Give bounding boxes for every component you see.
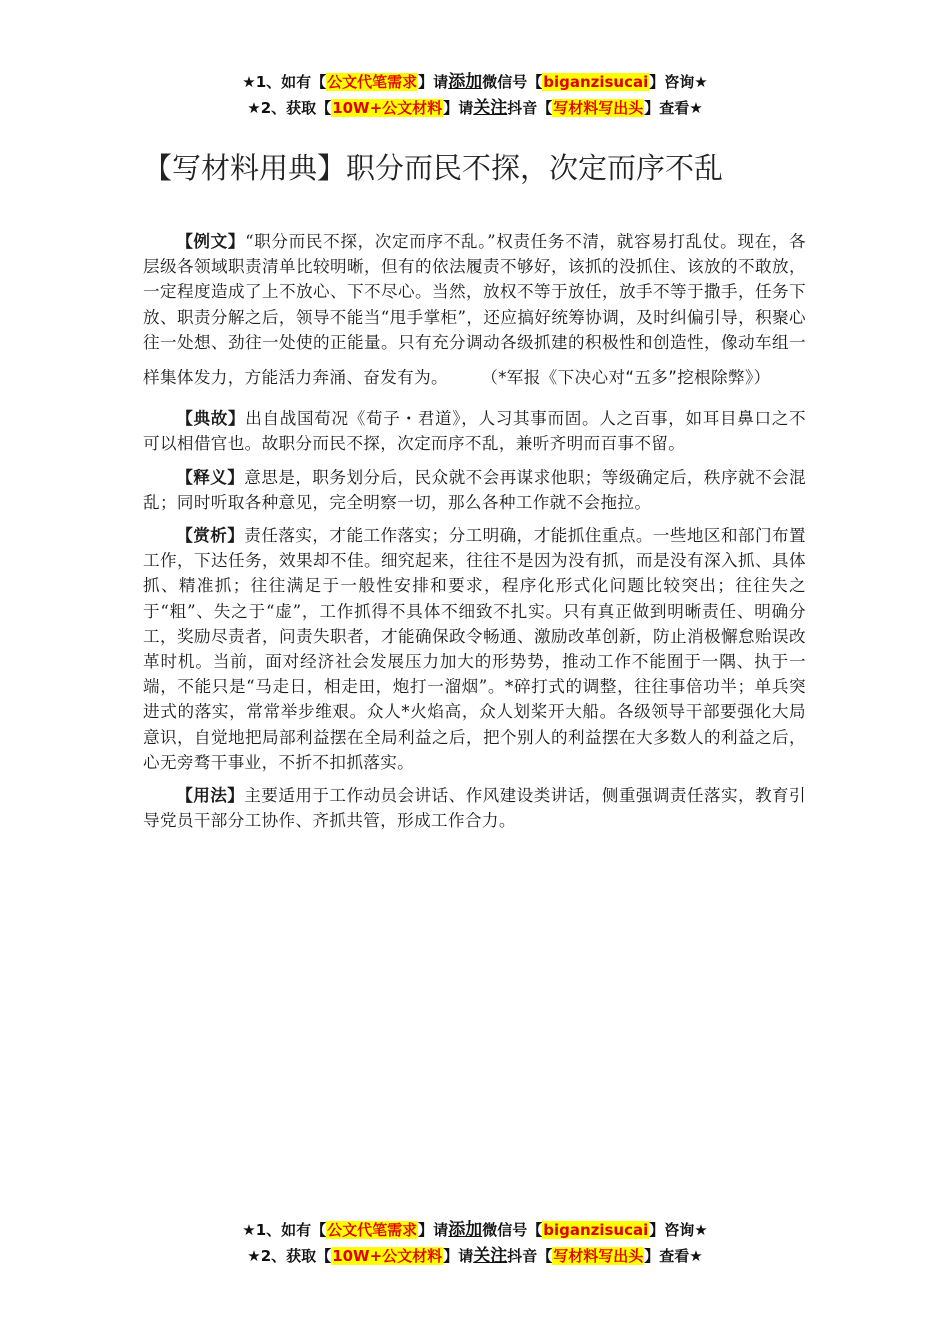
paragraph-text: “职分而民不探，次定而序不乱。”权责任务不清，就容易打乱仗。现在，各层级各领域职责清单比较明晰，但有的依法履责不够好，该抓的没抓住、该放的不敢放，一定程度造成了上不放心、下不尽心。当然，放权不等于放任，放手不等于撒手，任务下放、职责分解之后，领导不能当“甩手掌柜”，还应搞好统筹协调，及时纠偏引导，积聚心往一处想、劲往一处使的正能量。只有充分调动各级抓建的积极性和创造性，像动车组一样集体发力，方能活力奔涌、奋发有为。 [143, 232, 806, 388]
banner-text: 微信号【 [482, 1221, 543, 1239]
banner-highlight-materials: 10W+公文材料 [332, 99, 443, 117]
banner-text: 】请 [443, 1247, 474, 1265]
example-source: （*军报《下决心对“五多”挖根除弊》） [481, 368, 771, 388]
banner-line-1 [0, 69, 950, 95]
paragraph-text: 责任落实，才能工作落实；分工明确，才能抓住重点。一些地区和部门布置工作，下达任务，效果却不佳。细究起来，往往不是因为没有抓，而是没有深入抓、具体抓、精准抓；往往满足于一般性安排和要求，程序化形式化问题比较突出；往往失之于“粗”、失之于“虚”，工作抓得不具体不细致不扎实。只有真正做到明晰责任、明确分工，奖励尽责者，问责失职者，才能确保政令畅通、激励改革创新，防止消极懈怠贻误改革时机。当前，面对经济社会发展压力加大的形势势，推动工作不能囿于一隅、执于一端，不能只是“马走日，相走田，炮打一溜烟”。*碎打式的调整，往往事倍功半；单兵突进式的落实，常常举步维艰。众人*火焰高，众人划桨开大船。各级领导干部要强化大局意识，自觉地把局部利益摆在全局利益之后，把个别人的利益摆在大多数人的利益之后，心无旁骛干事业，不折不扣抓落实。 [143, 526, 806, 772]
paragraph-allusion [143, 406, 806, 456]
banner-text: 】咨询★ [649, 1221, 708, 1239]
banner-text: ★1、如有【 [242, 73, 327, 91]
banner-highlight-materials: 10W+公文材料 [332, 1247, 443, 1265]
banner-text: 】查看★ [644, 99, 703, 117]
paragraph-text: 意思是，职务划分后，民众就不会再谋求他职；等级确定后，秩序就不会混乱；同时听取各种意见，完全明察一切，那么各种工作就不会拖拉。 [143, 467, 806, 512]
page-title: 【写材料用典】职分而民不探，次定而序不乱 [143, 151, 724, 185]
paragraph-text: 出自战国荀况《荀子・君道》，人习其事而固。人之百事，如耳目鼻口之不可以相借官也。故职分而民不探，次定而序不乱，兼听齐明而百事不留。 [143, 409, 807, 454]
banner-highlight-wechat: biganzisucai [543, 1221, 649, 1239]
paragraph-usage [143, 783, 806, 833]
banner-emphasis: 关注 [473, 98, 508, 118]
banner-highlight-douyin: 写材料写出头 [553, 1247, 644, 1265]
banner-line-2 [0, 1243, 950, 1269]
banner-text: 】查看★ [644, 1247, 703, 1265]
banner-text: 】请 [418, 73, 449, 91]
paragraph-analysis [143, 523, 806, 775]
section-tag-usage: 【用法】 [176, 785, 245, 806]
banner-text: 微信号【 [482, 73, 543, 91]
bottom-banner [0, 1217, 950, 1269]
document-body [143, 229, 806, 841]
banner-highlight-douyin: 写材料写出头 [553, 99, 644, 117]
banner-line-2 [0, 95, 950, 121]
paragraph-example [143, 229, 806, 390]
section-tag-allusion: 【典故】 [176, 408, 246, 429]
banner-highlight-service: 公文代笔需求 [327, 73, 418, 91]
paragraph-meaning [143, 465, 806, 515]
banner-text: 抖音【 [507, 1247, 553, 1265]
section-tag-example: 【例文】 [176, 231, 246, 251]
banner-text: 】请 [418, 1221, 449, 1239]
banner-text: 抖音【 [507, 99, 553, 117]
banner-text: ★2、获取【 [247, 99, 332, 117]
section-tag-analysis: 【赏析】 [176, 525, 245, 546]
banner-emphasis: 添加 [448, 72, 483, 92]
banner-text: ★2、获取【 [247, 1247, 332, 1265]
banner-highlight-wechat: biganzisucai [543, 73, 649, 91]
banner-text: 】请 [443, 99, 474, 117]
banner-emphasis: 添加 [448, 1220, 483, 1240]
banner-text: ★1、如有【 [242, 1221, 327, 1239]
banner-line-1 [0, 1217, 950, 1243]
section-tag-meaning: 【释义】 [176, 466, 245, 487]
top-banner [0, 69, 950, 121]
banner-highlight-service: 公文代笔需求 [327, 1221, 418, 1239]
banner-emphasis: 关注 [473, 1246, 508, 1266]
paragraph-text: 主要适用于工作动员会讲话、作风建设类讲话，侧重强调责任落实，教育引导党员干部分工协作、齐抓共管，形成工作合力。 [143, 786, 806, 831]
banner-text: 】咨询★ [649, 73, 708, 91]
